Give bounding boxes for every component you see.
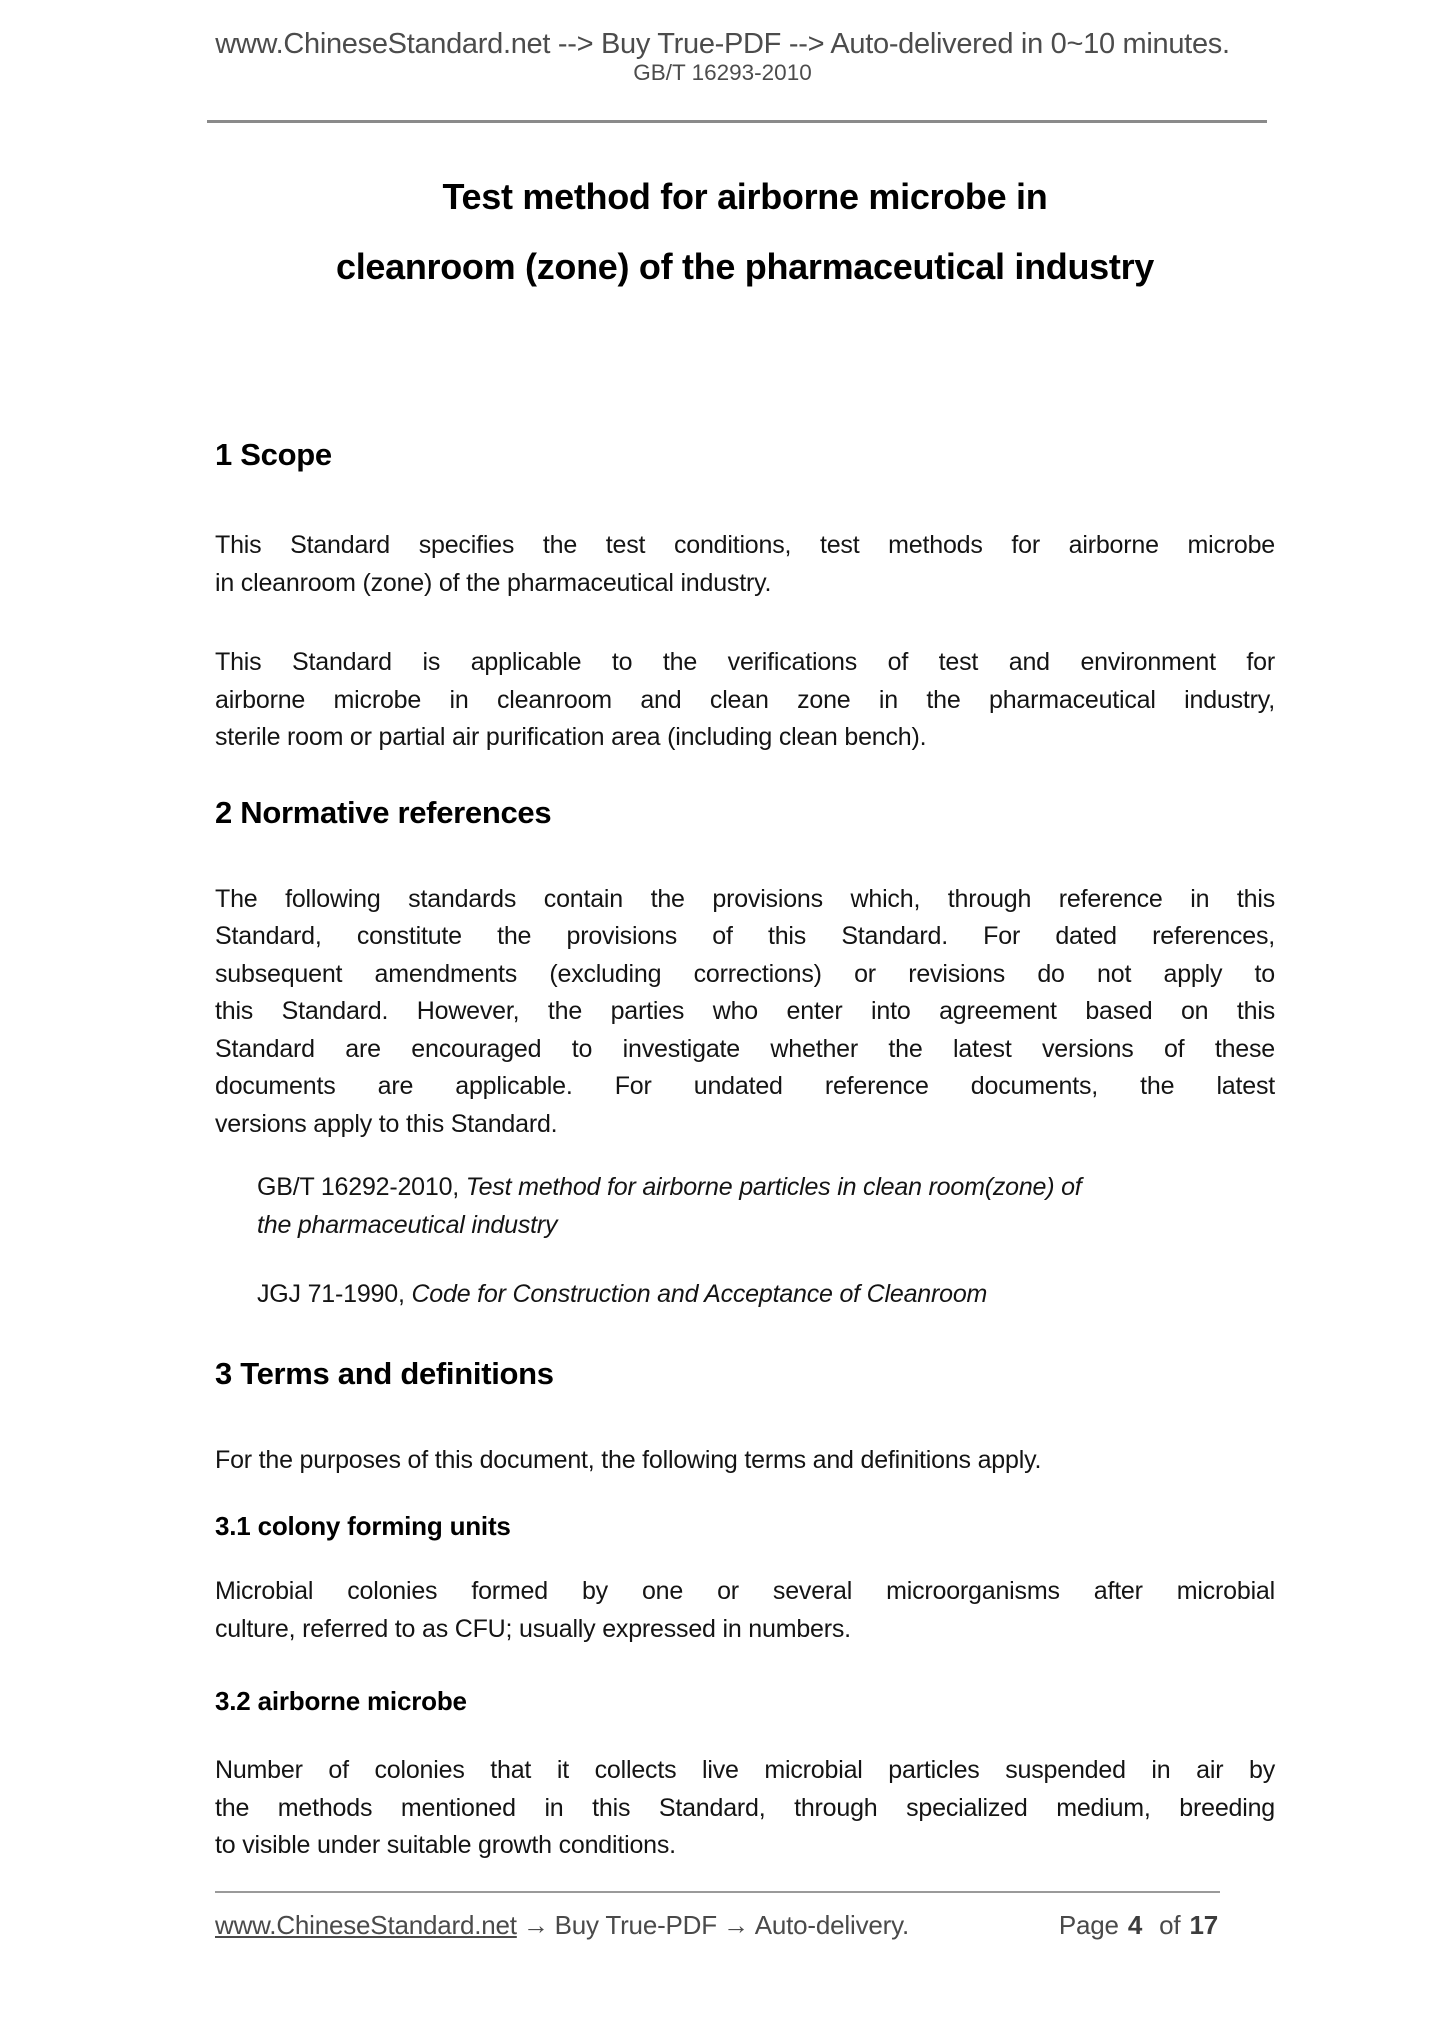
reference-code: JGJ 71-1990, [257,1280,412,1308]
text-line: culture, referred to as CFU; usually expressed in numbers. [215,1614,851,1643]
page-of-label: of [1159,1909,1181,1940]
header-divider [207,120,1267,123]
page-label: Page [1058,1909,1119,1940]
text-line: This Standard is applicable to the verifications of test and environment for [215,648,1275,676]
document-title-line1: Test method for airborne microbe in [442,176,1048,217]
text-line: airborne microbe in cleanroom and clean zone in the pharmaceutical industry, [215,685,1275,714]
footer-divider [215,1891,1220,1893]
text-line: Microbial colonies formed by one or several microorganisms after microbial [215,1577,1275,1605]
text-line: This Standard specifies the test conditions, test methods for airborne microbe [215,531,1275,559]
page-current: 4 [1127,1909,1143,1940]
section-heading-scope: 1 Scope [215,437,332,472]
text-line: subsequent amendments (excluding corrections) or revisions do not apply to [215,959,1275,988]
scope-paragraph-2 [215,644,1275,757]
arrow-right-icon: → [722,1909,749,1940]
page-footer [215,1909,1220,1941]
text-line: For the purposes of this document, the following terms and definitions apply. [215,1445,1042,1474]
reference-jgj-71-1990 [257,1276,1275,1314]
airborne-microbe-paragraph [215,1752,1275,1865]
arrow-right-icon: → [522,1909,549,1940]
text-line: Number of colonies that it collects live microbial particles suspended in air by [215,1756,1275,1784]
section-heading-normative-references: 2 Normative references [215,794,552,830]
reference-code: GB/T 16292-2010, [257,1173,466,1201]
subsection-heading-airborne-microbe: 3.2 airborne microbe [215,1686,467,1716]
footer-buy-label: Buy True-PDF [554,1909,717,1940]
colony-forming-units-paragraph [215,1573,1275,1648]
text-line: the methods mentioned in this Standard, through specialized medium, breeding [215,1793,1275,1822]
text-line: sterile room or partial air purification area (including clean bench). [215,723,927,751]
document-body [215,175,1275,1865]
page-number-indicator [1059,1909,1220,1941]
reference-line [257,1276,1275,1314]
header-doc-code: GB/T 16293-2010 [633,60,812,85]
scope-paragraph-1 [215,527,1275,602]
text-line: this Standard. However, the parties who enter into agreement based on this [215,997,1275,1025]
text-line: The following standards contain the provisions which, through reference in this [215,884,1275,913]
section-heading-terms-definitions: 3 Terms and definitions [215,1355,554,1391]
footer-left [215,1909,909,1941]
reference-title-part2: the pharmaceutical industry [257,1210,558,1239]
subsection-heading-colony-forming-units: 3.1 colony forming units [215,1511,511,1541]
terms-intro-paragraph [215,1442,1275,1480]
footer-website-link[interactable]: www.ChineseStandard.net [215,1909,517,1940]
text-line: Standard, constitute the provisions of this Standard. For dated references, [215,922,1275,950]
header-banner: www.ChineseStandard.net --> Buy True-PDF --> Auto-delivered in 0~10 minutes. [215,28,1230,60]
text-line: versions apply to this Standard. [215,1109,558,1138]
reference-line [257,1169,1275,1207]
text-line: to visible under suitable growth conditions. [215,1831,676,1859]
reference-title-part1: Test method for airborne particles in clean room(zone) of [465,1173,1082,1201]
footer-delivery-label: Auto-delivery. [754,1909,909,1940]
reference-gbt-16292-2010 [257,1169,1275,1244]
page-total: 17 [1189,1909,1218,1940]
document-title [215,175,1275,289]
text-line: documents are applicable. For undated reference documents, the latest [215,1072,1275,1100]
text-line: Standard are encouraged to investigate whether the latest versions of these [215,1034,1275,1063]
reference-title: Code for Construction and Acceptance of Cleanroom [411,1280,988,1308]
normative-paragraph [215,881,1275,1144]
text-line: in cleanroom (zone) of the pharmaceutical industry. [215,568,772,597]
document-title-line2: cleanroom (zone) of the pharmaceutical industry [335,246,1155,287]
